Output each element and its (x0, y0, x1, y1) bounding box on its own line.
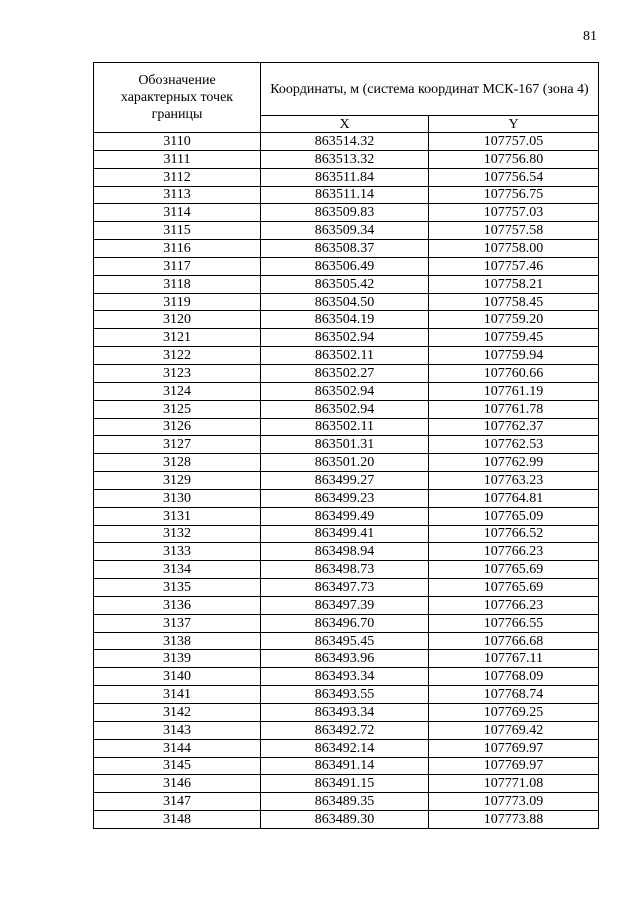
point-id-cell: 3130 (94, 489, 261, 507)
table-row (94, 293, 599, 311)
table-row (94, 793, 599, 811)
y-coordinate-cell: 107773.09 (429, 793, 599, 811)
point-id-cell: 3143 (94, 721, 261, 739)
x-coordinate-cell: 863489.35 (261, 793, 429, 811)
point-id-cell: 3138 (94, 632, 261, 650)
point-id-cell: 3124 (94, 382, 261, 400)
y-coordinate-cell: 107762.37 (429, 418, 599, 436)
x-coordinate-cell: 863502.11 (261, 347, 429, 365)
table-row (94, 168, 599, 186)
x-coordinate-cell: 863509.83 (261, 204, 429, 222)
x-coordinate-cell: 863497.39 (261, 596, 429, 614)
y-coordinate-cell: 107769.42 (429, 721, 599, 739)
x-coordinate-cell: 863493.34 (261, 668, 429, 686)
y-coordinate-cell: 107768.74 (429, 686, 599, 704)
y-coordinate-cell: 107759.45 (429, 329, 599, 347)
x-coordinate-cell: 863506.49 (261, 257, 429, 275)
table-row (94, 704, 599, 722)
y-coordinate-cell: 107765.69 (429, 561, 599, 579)
y-coordinate-cell: 107759.94 (429, 347, 599, 365)
table-row (94, 632, 599, 650)
table-row (94, 311, 599, 329)
y-coordinate-cell: 107761.78 (429, 400, 599, 418)
x-coordinate-cell: 863498.73 (261, 561, 429, 579)
table-row (94, 329, 599, 347)
y-coordinate-cell: 107757.03 (429, 204, 599, 222)
y-coordinate-cell: 107766.23 (429, 543, 599, 561)
coordinates-table (93, 62, 599, 829)
point-id-cell: 3147 (94, 793, 261, 811)
y-coordinate-cell: 107762.99 (429, 454, 599, 472)
x-column-header: X (261, 116, 429, 133)
point-id-cell: 3126 (94, 418, 261, 436)
point-id-cell: 3111 (94, 150, 261, 168)
y-coordinate-cell: 107769.97 (429, 739, 599, 757)
point-id-cell: 3117 (94, 257, 261, 275)
point-id-cell: 3137 (94, 614, 261, 632)
point-id-cell: 3113 (94, 186, 261, 204)
point-id-cell: 3134 (94, 561, 261, 579)
x-coordinate-cell: 863493.96 (261, 650, 429, 668)
table-row (94, 489, 599, 507)
x-coordinate-cell: 863501.31 (261, 436, 429, 454)
table-row (94, 525, 599, 543)
y-coordinate-cell: 107758.00 (429, 240, 599, 258)
coordinates-group-header: Координаты, м (система координат МСК-167 (зона 4) (261, 63, 599, 116)
x-coordinate-cell: 863492.14 (261, 739, 429, 757)
table-row (94, 668, 599, 686)
y-coordinate-cell: 107760.66 (429, 364, 599, 382)
x-coordinate-cell: 863513.32 (261, 150, 429, 168)
table-row (94, 347, 599, 365)
y-coordinate-cell: 107762.53 (429, 436, 599, 454)
x-coordinate-cell: 863511.14 (261, 186, 429, 204)
table-row (94, 400, 599, 418)
x-coordinate-cell: 863499.49 (261, 507, 429, 525)
point-id-cell: 3145 (94, 757, 261, 775)
point-id-cell: 3116 (94, 240, 261, 258)
x-coordinate-cell: 863502.27 (261, 364, 429, 382)
y-coordinate-cell: 107756.75 (429, 186, 599, 204)
y-coordinate-cell: 107757.58 (429, 222, 599, 240)
x-coordinate-cell: 863491.15 (261, 775, 429, 793)
y-coordinate-cell: 107766.52 (429, 525, 599, 543)
point-column-header: Обозначение характерных точек границы (94, 63, 261, 133)
table-row (94, 507, 599, 525)
y-coordinate-cell: 107768.09 (429, 668, 599, 686)
point-id-cell: 3127 (94, 436, 261, 454)
table-row (94, 811, 599, 829)
x-coordinate-cell: 863509.34 (261, 222, 429, 240)
point-id-cell: 3148 (94, 811, 261, 829)
x-coordinate-cell: 863499.27 (261, 472, 429, 490)
page-number: 81 (583, 29, 597, 44)
point-id-cell: 3135 (94, 579, 261, 597)
table-row (94, 257, 599, 275)
table-row (94, 150, 599, 168)
point-id-cell: 3122 (94, 347, 261, 365)
x-coordinate-cell: 863504.19 (261, 311, 429, 329)
y-coordinate-cell: 107761.19 (429, 382, 599, 400)
table-row (94, 596, 599, 614)
point-id-cell: 3133 (94, 543, 261, 561)
point-id-cell: 3139 (94, 650, 261, 668)
x-coordinate-cell: 863504.50 (261, 293, 429, 311)
point-id-cell: 3110 (94, 133, 261, 151)
point-id-cell: 3112 (94, 168, 261, 186)
x-coordinate-cell: 863497.73 (261, 579, 429, 597)
point-id-cell: 3125 (94, 400, 261, 418)
y-coordinate-cell: 107758.21 (429, 275, 599, 293)
point-id-cell: 3146 (94, 775, 261, 793)
x-coordinate-cell: 863491.14 (261, 757, 429, 775)
y-coordinate-cell: 107766.55 (429, 614, 599, 632)
table-row (94, 757, 599, 775)
y-coordinate-cell: 107764.81 (429, 489, 599, 507)
point-id-cell: 3129 (94, 472, 261, 490)
y-coordinate-cell: 107765.69 (429, 579, 599, 597)
table-row (94, 240, 599, 258)
point-id-cell: 3120 (94, 311, 261, 329)
y-coordinate-cell: 107758.45 (429, 293, 599, 311)
x-coordinate-cell: 863499.41 (261, 525, 429, 543)
x-coordinate-cell: 863493.55 (261, 686, 429, 704)
point-id-cell: 3128 (94, 454, 261, 472)
x-coordinate-cell: 863499.23 (261, 489, 429, 507)
table-row (94, 739, 599, 757)
table-row (94, 721, 599, 739)
table-row (94, 543, 599, 561)
point-id-cell: 3121 (94, 329, 261, 347)
point-id-cell: 3144 (94, 739, 261, 757)
table-row (94, 472, 599, 490)
x-coordinate-cell: 863498.94 (261, 543, 429, 561)
table-row (94, 686, 599, 704)
table-row (94, 561, 599, 579)
x-coordinate-cell: 863502.94 (261, 329, 429, 347)
x-coordinate-cell: 863511.84 (261, 168, 429, 186)
point-id-cell: 3123 (94, 364, 261, 382)
y-coordinate-cell: 107757.46 (429, 257, 599, 275)
table-row (94, 418, 599, 436)
table-row (94, 186, 599, 204)
y-coordinate-cell: 107766.68 (429, 632, 599, 650)
table-row (94, 579, 599, 597)
y-column-header: Y (429, 116, 599, 133)
table-row (94, 614, 599, 632)
point-id-cell: 3118 (94, 275, 261, 293)
y-coordinate-cell: 107757.05 (429, 133, 599, 151)
point-id-cell: 3141 (94, 686, 261, 704)
x-coordinate-cell: 863502.94 (261, 382, 429, 400)
point-id-cell: 3115 (94, 222, 261, 240)
point-id-cell: 3132 (94, 525, 261, 543)
y-coordinate-cell: 107767.11 (429, 650, 599, 668)
table-header (94, 63, 599, 133)
table-row (94, 382, 599, 400)
y-coordinate-cell: 107771.08 (429, 775, 599, 793)
table-row (94, 454, 599, 472)
x-coordinate-cell: 863496.70 (261, 614, 429, 632)
x-coordinate-cell: 863505.42 (261, 275, 429, 293)
point-id-cell: 3140 (94, 668, 261, 686)
table-row (94, 364, 599, 382)
y-coordinate-cell: 107756.54 (429, 168, 599, 186)
table-row (94, 222, 599, 240)
y-coordinate-cell: 107769.97 (429, 757, 599, 775)
table-row (94, 436, 599, 454)
x-coordinate-cell: 863495.45 (261, 632, 429, 650)
x-coordinate-cell: 863501.20 (261, 454, 429, 472)
x-coordinate-cell: 863508.37 (261, 240, 429, 258)
x-coordinate-cell: 863492.72 (261, 721, 429, 739)
y-coordinate-cell: 107763.23 (429, 472, 599, 490)
y-coordinate-cell: 107759.20 (429, 311, 599, 329)
x-coordinate-cell: 863493.34 (261, 704, 429, 722)
table-row (94, 775, 599, 793)
y-coordinate-cell: 107756.80 (429, 150, 599, 168)
point-id-cell: 3131 (94, 507, 261, 525)
y-coordinate-cell: 107769.25 (429, 704, 599, 722)
point-id-cell: 3136 (94, 596, 261, 614)
table-row (94, 275, 599, 293)
table-body (94, 133, 599, 829)
y-coordinate-cell: 107766.23 (429, 596, 599, 614)
x-coordinate-cell: 863502.11 (261, 418, 429, 436)
x-coordinate-cell: 863514.32 (261, 133, 429, 151)
table-row (94, 133, 599, 151)
point-id-cell: 3114 (94, 204, 261, 222)
point-id-cell: 3119 (94, 293, 261, 311)
table-row (94, 204, 599, 222)
y-coordinate-cell: 107773.88 (429, 811, 599, 829)
point-id-cell: 3142 (94, 704, 261, 722)
x-coordinate-cell: 863489.30 (261, 811, 429, 829)
table-row (94, 650, 599, 668)
y-coordinate-cell: 107765.09 (429, 507, 599, 525)
x-coordinate-cell: 863502.94 (261, 400, 429, 418)
